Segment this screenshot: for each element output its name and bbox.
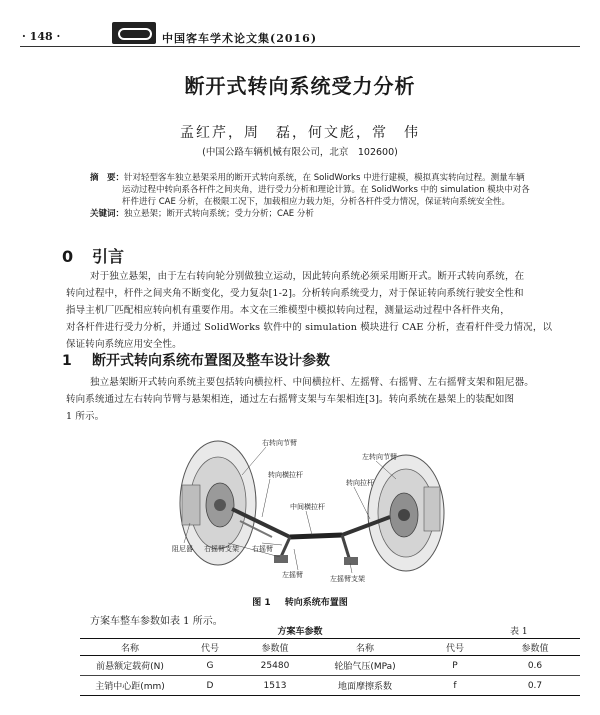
table-cell: 地面摩擦系数 [310,676,420,696]
section-heading-intro: 0 引言 [62,247,125,266]
label-steering-rod: 转向拉杆 [346,479,374,487]
table-cell: 0.6 [490,656,580,676]
header-divider [20,46,580,47]
table-cell: 0.7 [490,676,580,696]
abstract-line: 运动过程中转向系各杆件之间夹角，进行受力分析和理论计算。在 SolidWorks 中的 simulation 模块中对各 [122,185,530,195]
table-cell: 轮胎气压(MPa) [310,656,420,676]
table-header: 参数值 [240,639,310,656]
table-number: 表 1 [510,627,528,637]
table-cell: 主销中心距(mm) [80,676,180,696]
table-header: 名称 [80,639,180,656]
table-intro: 方案车整车参数如表 1 所示。 [90,616,223,627]
journal-logo-icon [112,22,156,44]
abstract-line: 杆件进行 CAE 分析，在极限工况下，加载相应力载力矩，分析各杆件受力情况，保证转向系统安全性。 [122,197,511,207]
page-number: · 148 · [22,30,61,43]
body-line: 对于独立悬架，由于左右转向轮分别做独立运动，因此转向系统必须采用断开式。断开式转向系统，在 [90,271,525,282]
journal-name: 中国客车学术论文集(2016) [162,32,318,45]
label-right-arm: 右摇臂 [252,545,273,553]
paper-title: 断开式转向系统受力分析 [184,74,416,98]
figure-caption: 图 1 转向系统布置图 [252,598,348,608]
layout-paragraph [66,374,580,425]
label-middle-rod: 中间横拉杆 [290,503,325,511]
table-cell: D [180,676,240,696]
table-title: 方案车参数 [277,627,323,637]
table-cell: 前悬额定载荷(N) [80,656,180,676]
body-line: 1 所示。 [66,411,105,422]
label-damper: 阻尼器 [172,545,193,553]
section-heading-layout: 1 断开式转向系统布置图及整车设计参数 [62,353,330,369]
label-right-bracket: 右摇臂支架 [204,545,239,553]
table-row [80,676,580,696]
body-line: 转向系统通过左右转向节臂与悬架相连，通过左右摇臂支架与车架相连[3]。转向系统在悬架上的装配如图 [66,394,515,405]
label-right-knuckle-arm: 右转向节臂 [262,439,297,447]
label-steering-tie-rod: 转向横拉杆 [268,471,303,479]
table-header: 名称 [310,639,420,656]
table-cell: f [420,676,490,696]
parameters-table [80,638,580,696]
table-row [80,656,580,676]
steering-linkage [232,509,390,565]
table-cell: P [420,656,490,676]
label-left-knuckle-arm: 左转向节臂 [362,453,397,461]
table-cell: G [180,656,240,676]
table-cell: 1513 [240,676,310,696]
table-header: 参数值 [490,639,580,656]
intro-paragraph [66,268,580,353]
body-line: 独立悬架断开式转向系统主要包括转向横拉杆、中间横拉杆、左摇臂、右摇臂、左右摇臂支架和阻尼器。 [90,377,534,388]
table-header: 代号 [180,639,240,656]
keywords-label: 关键词： [90,209,125,219]
abstract-label: 摘 要： [90,173,125,183]
table-header-row [80,639,580,656]
label-left-bracket: 左摇臂支架 [330,575,365,583]
body-line: 保证转向系统应用安全性。 [66,339,182,350]
steering-system-figure [170,425,450,585]
authors: 孟红芹，周 磊，何文彪，常 伟 [180,125,420,141]
affiliation: (中国公路车辆机械有限公司，北京 102600) [202,147,398,158]
body-line: 对各杆件进行受力分析，并通过 SolidWorks 软件中的 simulation 模块进行 CAE 分析，查看杆件受力情况，以 [66,322,553,333]
table-header: 代号 [420,639,490,656]
body-line: 转向过程中，杆件之间夹角不断变化，受力复杂[1-2]。分析转向系统受力，对于保证转向系统行驶安全性和 [66,288,524,299]
abstract-line: 摘 要：针对轻型客车独立悬架采用的断开式转向系统，在 SolidWorks 中进行建模，模拟真实转向过程。测量车辆 [90,173,525,183]
keywords: 关键词：独立悬架；断开式转向系统；受力分析；CAE 分析 [90,209,314,219]
body-line: 指导主机厂匹配相应转向机有重要作用。本文在三维模型中模拟转向过程，测量运动过程中各杆件夹角， [66,305,510,316]
right-wheel-assembly [368,455,444,571]
table-cell: 25480 [240,656,310,676]
label-left-arm: 左摇臂 [282,571,303,579]
abstract [90,172,530,220]
